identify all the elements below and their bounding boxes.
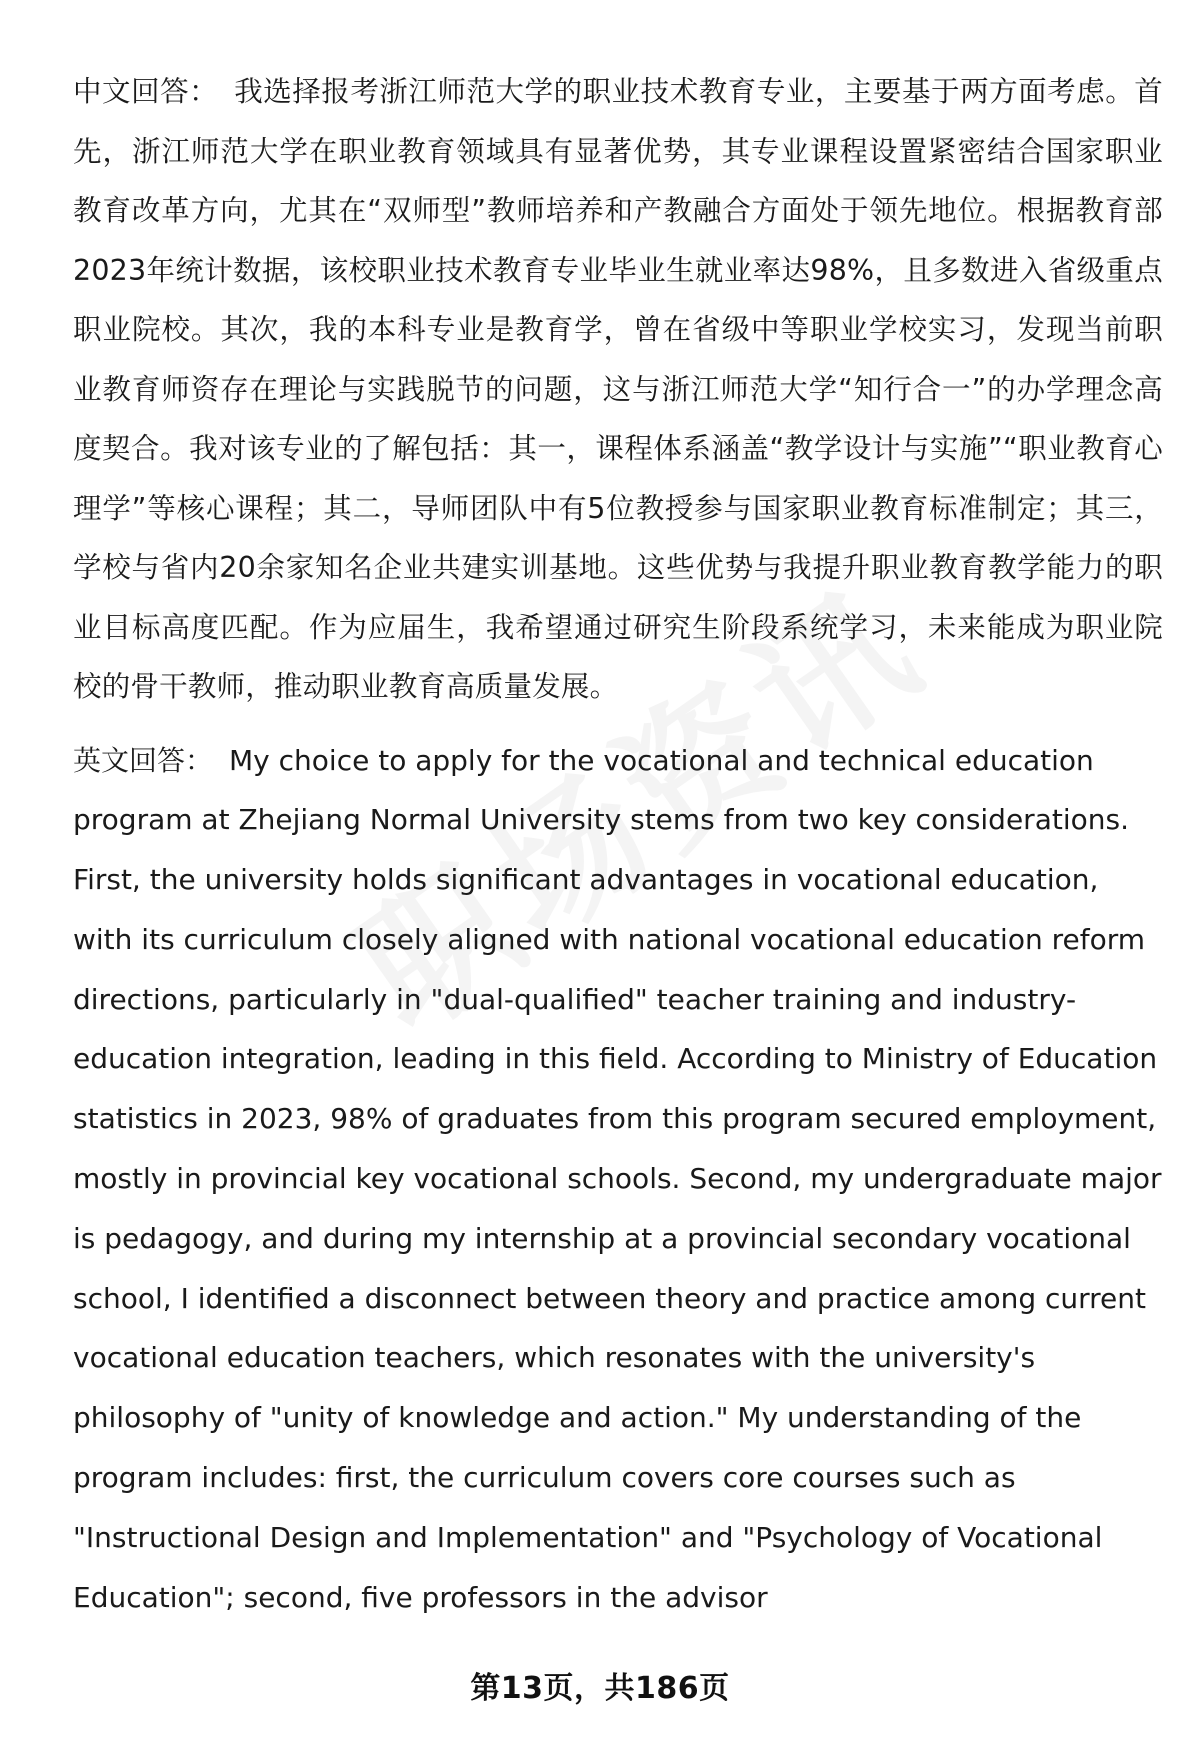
chinese-answer-paragraph	[73, 62, 1163, 717]
english-answer-paragraph	[73, 731, 1163, 1628]
chinese-answer-label: 中文回答：	[73, 75, 219, 108]
english-answer-text: My choice to apply for the vocational and technical education program at Zhejiang Normal University stems from two key considerations. First, the university holds significant advantages in vocational education, with its curriculum closely aligned with national vocational education reform directions, particularly in "dual-qualified" teacher training and industry-education integration, leading in this field. According to Ministry of Education statistics in 2023, 98% of graduates from this program secured employment, mostly in provincial key vocational schools. Second, my undergraduate major is pedagogy, and during my internship at a provincial secondary vocational school, I identified a disconnect between theory and practice among current vocational education teachers, which resonates with the university's philosophy of "unity of knowledge and action." My understanding of the program includes: first, the curriculum covers core courses such as "Instructional Design and Implementation" and "Psychology of Vocational Education"; second, five professors in the advisor	[73, 743, 1162, 1614]
document-body	[73, 62, 1163, 1627]
page-indicator: 第13页，共186页	[470, 1671, 730, 1706]
chinese-answer-text: 我选择报考浙江师范大学的职业技术教育专业，主要基于两方面考虑。首先，浙江师范大学在职业教育领域具有显著优势，其专业课程设置紧密结合国家职业教育改革方向，尤其在“双师型”教师培养和产教融合方面处于领先地位。根据教育部2023年统计数据，该校职业技术教育专业毕业生就业率达98%，且多数进入省级重点职业院校。其次，我的本科专业是教育学，曾在省级中等职业学校实习，发现当前职业教育师资存在理论与实践脱节的问题，这与浙江师范大学“知行合一”的办学理念高度契合。我对该专业的了解包括：其一，课程体系涵盖“教学设计与实施”“职业教育心理学”等核心课程；其二，导师团队中有5位教授参与国家职业教育标准制定；其三，学校与省内20余家知名企业共建实训基地。这些优势与我提升职业教育教学能力的职业目标高度匹配。作为应届生，我希望通过研究生阶段系统学习，未来能成为职业院校的骨干教师，推动职业教育高质量发展。	[73, 75, 1163, 703]
english-answer-label: 英文回答：	[73, 743, 214, 777]
